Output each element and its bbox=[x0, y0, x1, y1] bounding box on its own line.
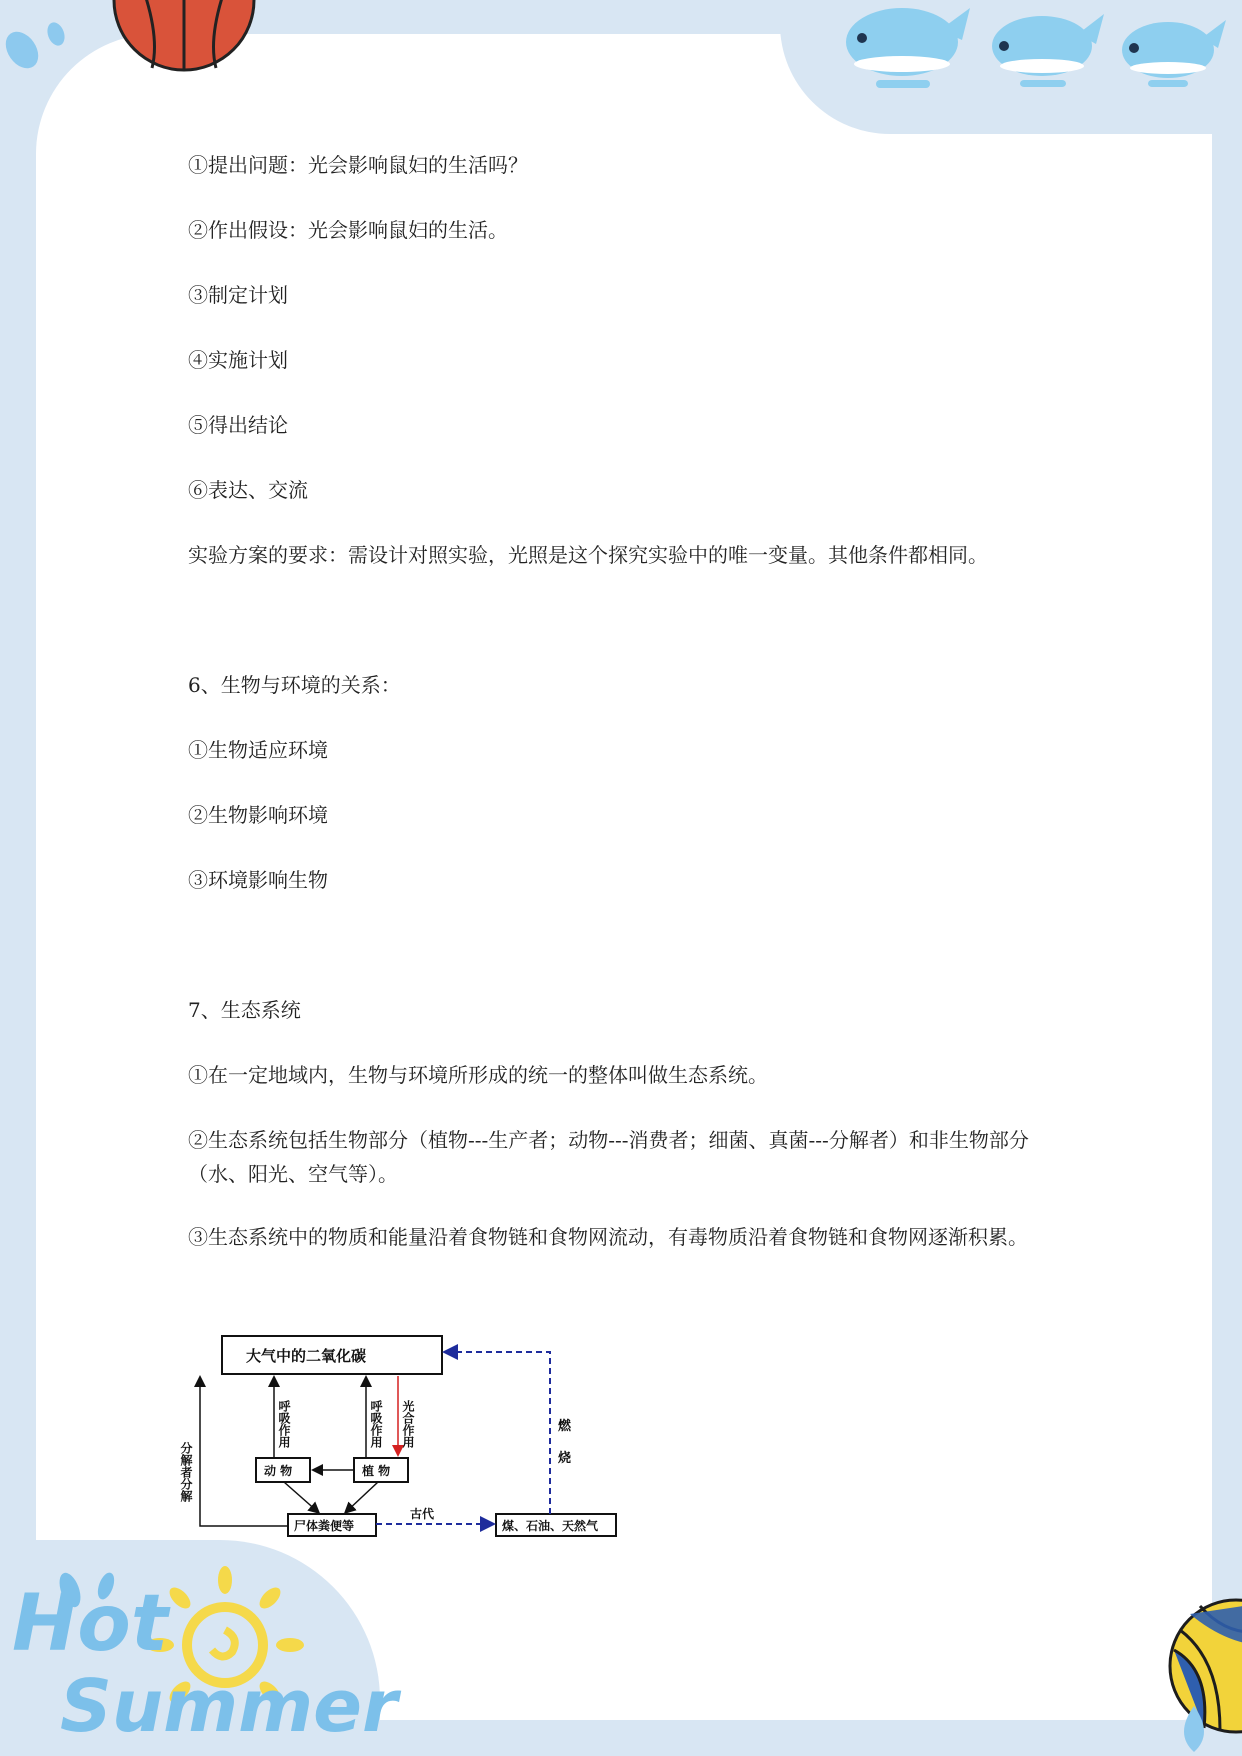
step-line-2: ②作出假设：光会影响鼠妇的生活。 bbox=[188, 218, 508, 242]
combustion-label-2: 烧 bbox=[558, 1451, 572, 1466]
carbon-cycle-diagram bbox=[179, 1322, 630, 1542]
water-drop-icon bbox=[1168, 1700, 1218, 1756]
experiment-requirement: 实验方案的要求：需设计对照实验，光照是这个探究实验中的唯一变量。其他条件都相同。 bbox=[188, 543, 988, 567]
whale-icon bbox=[840, 0, 1240, 100]
section-7-item-1: ①在一定地域内，生物与环境所形成的统一的整体叫做生态系统。 bbox=[188, 1063, 768, 1087]
step-line-1: ①提出问题：光会影响鼠妇的生活吗？ bbox=[188, 153, 528, 177]
co2-label: 大气中的二氧化碳 bbox=[246, 1347, 367, 1365]
section-6-item-3: ③环境影响生物 bbox=[188, 868, 328, 892]
step-line-6: ⑥表达、交流 bbox=[188, 478, 308, 502]
summer-logo-text: Summer bbox=[60, 1664, 398, 1748]
section-7-heading: 7、生态系统 bbox=[188, 998, 301, 1022]
fossil-fuel-label: 煤、石油、天然气 bbox=[502, 1519, 599, 1533]
step-line-3: ③制定计划 bbox=[188, 283, 288, 307]
step-line-4: ④实施计划 bbox=[188, 348, 288, 372]
hot-logo-text: Hot bbox=[12, 1579, 169, 1669]
basketball-icon bbox=[112, 0, 258, 82]
plant-label: 植 物 bbox=[362, 1464, 391, 1478]
section-7-item-2: ②生态系统包括生物部分（植物---生产者；动物---消费者；细菌、真菌---分解者）和非生物部分（水、阳光、空气等）。 bbox=[188, 1128, 1029, 1186]
animal-respiration-label: 呼吸作用 bbox=[277, 1400, 291, 1448]
remains-label: 尸体粪便等 bbox=[294, 1519, 355, 1533]
step-line-5: ⑤得出结论 bbox=[188, 413, 288, 437]
animal-label: 动 物 bbox=[264, 1464, 293, 1478]
decomposer-label: 分解者分解 bbox=[179, 1442, 193, 1502]
plant-respiration-label: 呼吸作用 bbox=[369, 1400, 383, 1448]
section-6-item-1: ①生物适应环境 bbox=[188, 738, 328, 762]
combustion-label-1: 燃 bbox=[558, 1419, 572, 1434]
section-6-heading: 6、生物与环境的关系： bbox=[188, 673, 401, 697]
ancient-label: 古代 bbox=[410, 1507, 435, 1521]
water-drop-icon bbox=[0, 14, 80, 74]
section-6-item-2: ②生物影响环境 bbox=[188, 803, 328, 827]
photosynthesis-label: 光合作用 bbox=[401, 1400, 415, 1448]
section-7-item-3: ③生态系统中的物质和能量沿着食物链和食物网流动，有毒物质沿着食物链和食物网逐渐积累。 bbox=[188, 1225, 1028, 1249]
